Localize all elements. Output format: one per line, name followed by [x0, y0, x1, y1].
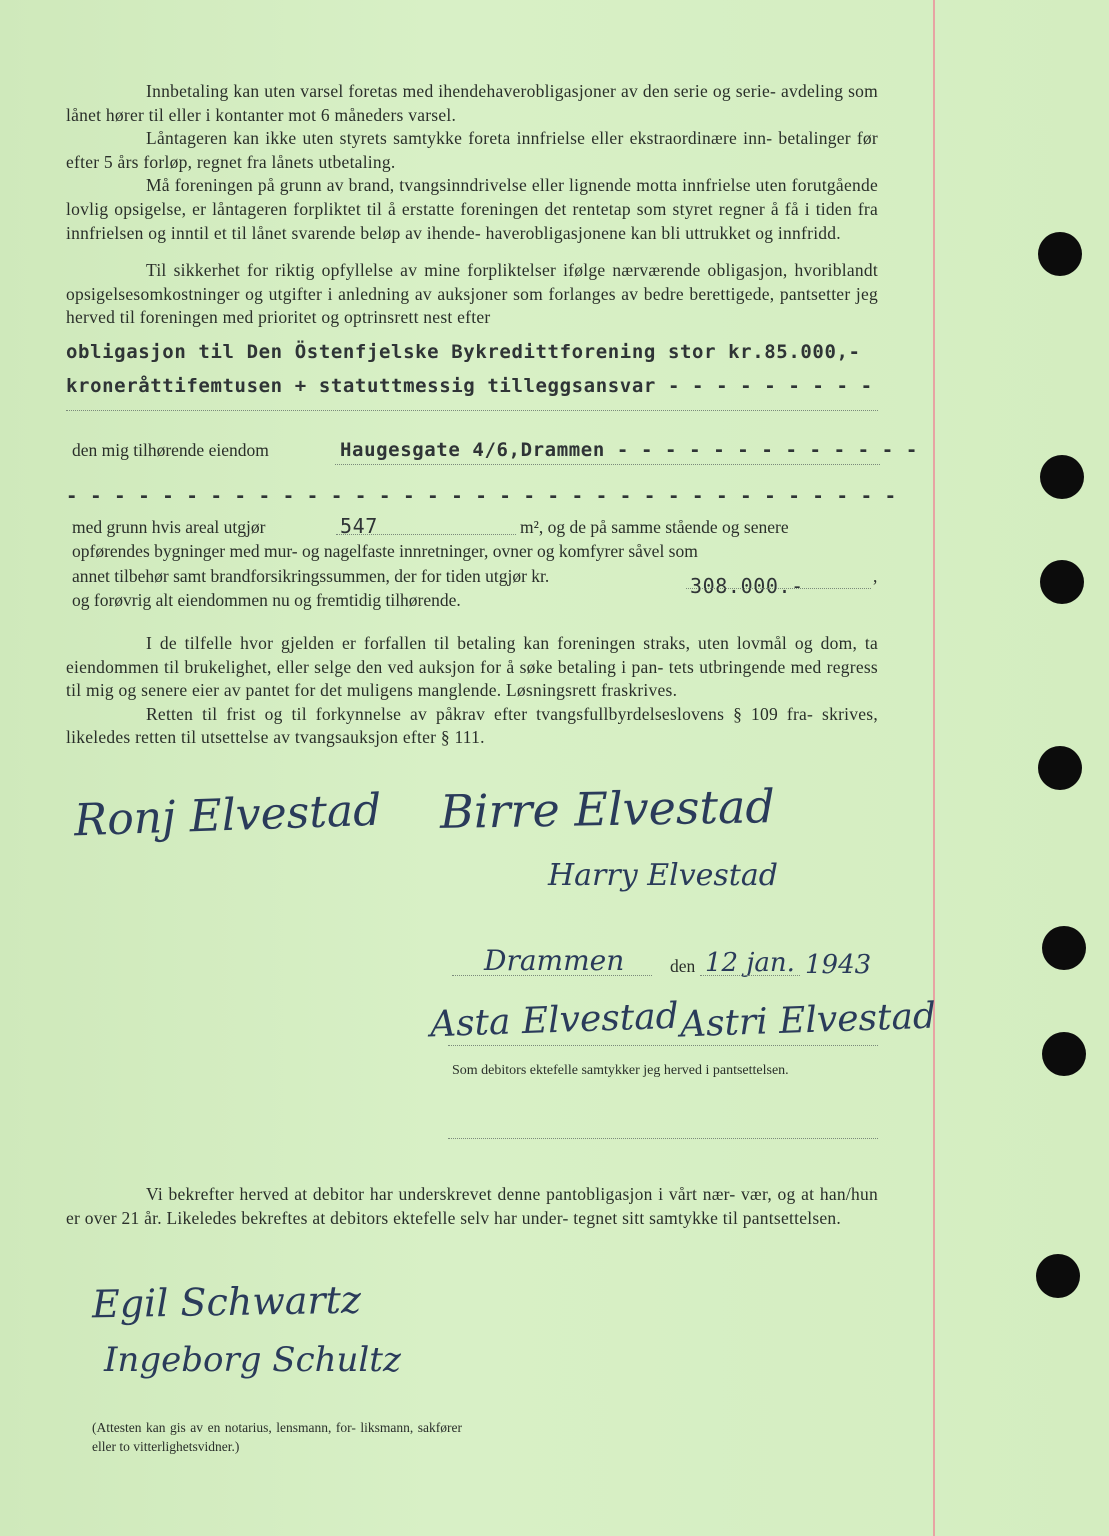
area-prefix: med grunn hvis areal utgjør	[72, 517, 266, 537]
date-den: den	[670, 956, 696, 976]
punch-hole	[1042, 926, 1086, 970]
signature-debtor-2: Birre Elvestad	[439, 779, 776, 839]
insurance-value: 308.000.-	[690, 574, 804, 598]
area-value: 547	[340, 514, 378, 538]
paragraph-rights: Retten til frist og til forkynnelse av påkrav efter tvangsfullbyrdelseslovens § 109 fra- skrives, likeledes retten til utsettelse av tvangsauksjon efter § 111.	[66, 703, 878, 748]
dotted-line	[448, 1138, 878, 1139]
paragraph-witness: Vi bekrefter herved at debitor har underskrevet denne pantobligasjon i vårt nær- vær, og at han/hun er over 21 år. Likeledes bekreftes at debitors ektefelle selv har under- tegnet sitt samtykke til pantsettelsen.	[66, 1184, 878, 1228]
attest-note: (Attesten kan gis av en notarius, lensmann, for- liksmann, sakfører eller to vitterlighetsvidner.)	[92, 1420, 462, 1454]
paragraph-prepayment: Innbetaling kan uten varsel foretas med ihendehaverobligasjoner av den serie og serie- avdeling som lånet hører til eller i kontanter mot 6 måneders varsel.	[66, 81, 878, 125]
dotted-line	[452, 975, 652, 976]
dotted-line	[686, 588, 871, 589]
paragraph-security: Til sikkerhet for riktig opfyllelse av mine forpliktelser ifølge nærværende obligasjon, hvoriblandt opsigelsesomkostninger og utgifter i anledning av auksjoner som forlanges av bedre berettigede, pantsetter jeg herved til foreningen med prioritet og optrinsrett nest efter	[66, 260, 878, 328]
area-line-3-end: ,	[873, 566, 878, 586]
terms-default-block	[66, 632, 878, 750]
area-line-4: og forøvrig alt eiendommen nu og fremtidig tilhørende.	[72, 590, 461, 610]
terms-block	[66, 80, 878, 245]
paragraph-consent: Låntageren kan ikke uten styrets samtykke foreta innfrielse eller ekstraordinære inn- betalinger før efter 5 års forløp, regnet fra lånets utbetaling.	[66, 128, 878, 172]
margin-line	[933, 0, 935, 1536]
dotted-line	[448, 1045, 878, 1046]
dotted-line	[700, 975, 800, 976]
punch-hole	[1038, 746, 1082, 790]
typed-amount-words-line: kroneråttifemtusen + statuttmessig tilleggsansvar - - - - - - - - -	[66, 375, 873, 397]
signature-witness-1: Egil Schwartz	[91, 1277, 362, 1327]
punch-hole	[1040, 560, 1084, 604]
paragraph-fire: Må foreningen på grunn av brand, tvangsinndrivelse eller lignende motta innfrielse uten forutgående lovlig opsigelse, er låntageren forpliktet til å erstatte foreningen det rentetap som styret regner å få i tiden fra innfrielsen og inntil et til lånet svarende beløp av ihende- haverobligasjonene kan bli uttrukket og innfridd.	[66, 175, 878, 243]
area-suffix: m², og de på samme stående og senere	[520, 517, 789, 537]
punch-hole	[1038, 232, 1082, 276]
paragraph-default: I de tilfelle hvor gjelden er forfallen til betaling kan foreningen straks, uten lovmål og dom, ta eiendommen til brukelighet, eller selge den ved auksjon for å søke betaling i pan- tets utbringende med regress til mig og senere eier av pantet for det muligens manglende. Løsningsrett fraskrives.	[66, 633, 878, 701]
punch-hole	[1042, 1032, 1086, 1076]
date-year: 1943	[805, 950, 872, 980]
typed-property-address: Haugesgate 4/6,Drammen - - - - - - - - - - - - -	[340, 439, 918, 461]
dotted-line	[336, 534, 516, 535]
signature-spouse-1: Asta Elvestad	[429, 995, 680, 1046]
signature-debtor-1: Ronj Elvestad	[73, 784, 383, 847]
typed-dash-line: - - - - - - - - - - - - - - - - - - - - - - - - - - - - - - - - - - -	[66, 485, 897, 507]
typed-obligation-line: obligasjon til Den Östenfjelske Bykredittforening stor kr.85.000,-	[66, 341, 861, 363]
property-label: den mig tilhørende eiendom	[72, 440, 269, 460]
punch-hole	[1036, 1254, 1080, 1298]
signature-debtor-3: Harry Elvestad	[548, 858, 778, 893]
date-place: Drammen	[484, 944, 625, 977]
spouse-consent-text: Som debitors ektefelle samtykker jeg herved i pantsettelsen.	[452, 1063, 789, 1078]
signature-witness-2: Ingeborg Schultz	[104, 1340, 401, 1380]
area-line-3: annet tilbehør samt brandforsikringssummen, der for tiden utgjør kr.	[72, 566, 550, 586]
punch-hole	[1040, 455, 1084, 499]
area-line-2: opførendes bygninger med mur- og nagelfaste innretninger, ovner og komfyrer såvel som	[72, 541, 698, 561]
signature-spouse-2: Astri Elvestad	[679, 995, 937, 1046]
date-day: 12 jan.	[705, 948, 795, 978]
dotted-line	[66, 410, 878, 411]
dotted-line	[335, 464, 880, 465]
